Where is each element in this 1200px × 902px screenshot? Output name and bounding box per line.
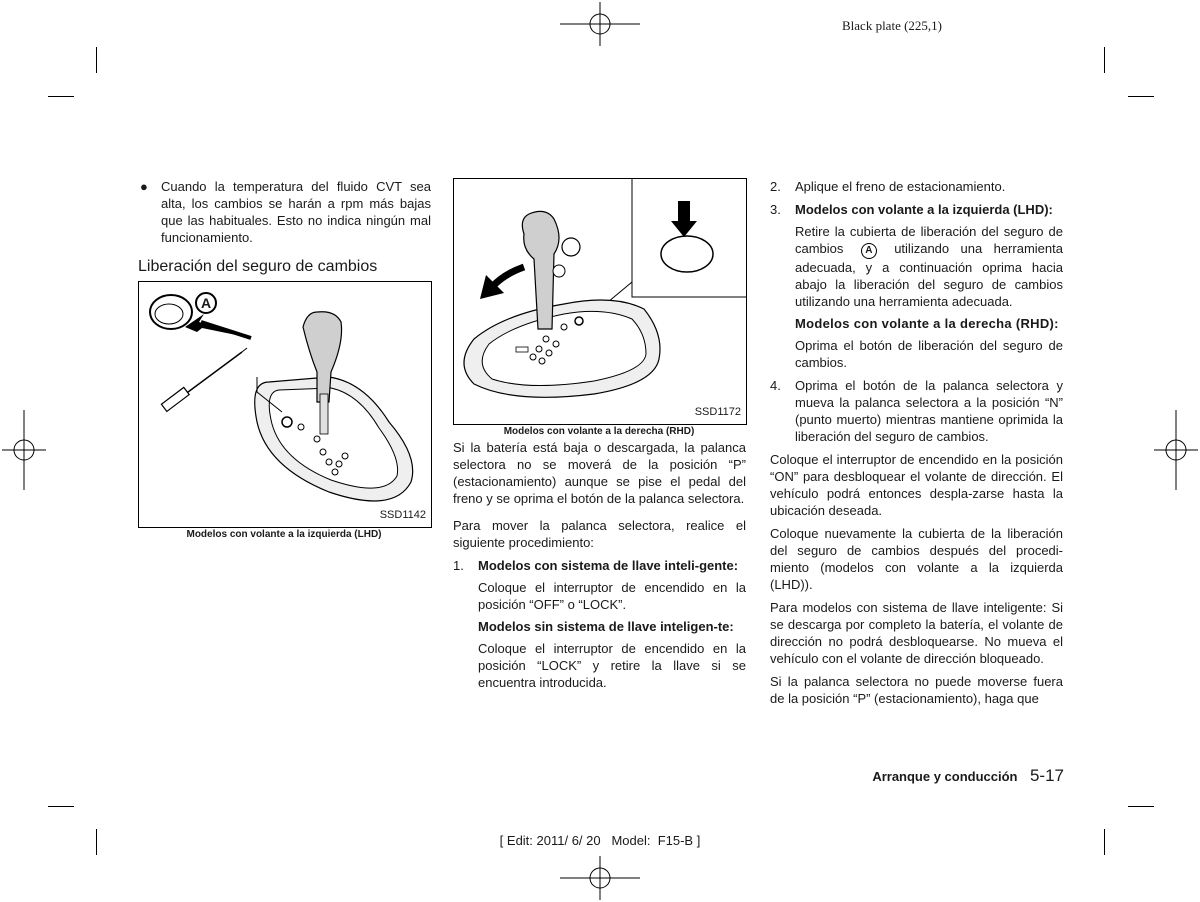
page-number: 5-17: [1029, 766, 1064, 785]
figure-code: SSD1142: [379, 509, 426, 521]
figure-caption-lhd: Modelos con volante a la izquierda (LHD): [186, 529, 382, 540]
step-3-number: 3.: [770, 202, 781, 217]
right-column: [770, 178, 1063, 713]
step-4-number: 4.: [770, 378, 781, 393]
section-heading: Liberación del seguro de cambios: [138, 258, 378, 275]
figure-code-rhd: SSD1172: [694, 406, 741, 418]
step-1b-title: Modelos sin sistema de llave inteligen-te:: [478, 619, 734, 634]
procedure-intro: Para mover la palanca selectora, realice el siguiente procedimiento:: [453, 518, 746, 550]
intelligent-key-paragraph: Para modelos con sistema de llave inteligente: Si se descarga por completo la batería, el volante de dirección no podrá desbloquearse. No mueva el vehículo con el volante de dirección bloqueado.: [770, 600, 1063, 666]
middle-column-text: [453, 439, 746, 697]
step-3-text-b: utilizando una herramienta adecuada, y a continuación oprima hacia abajo la liberación del seguro de cambios utilizando una herramienta adecuada.: [795, 241, 1063, 309]
edit-line: [ Edit: 2011/ 6/ 20 Model: F15-B ]: [499, 833, 701, 848]
figure-lhd: [138, 281, 432, 528]
lever-stuck-paragraph: Si la palanca selectora no puede moverse fuera de la posición “P” (estacionamiento), haga que: [770, 674, 1063, 706]
step-3-text-a: Retire la cubierta de liberación del seguro de cambios: [795, 224, 1063, 256]
registration-mark-top: [560, 2, 640, 46]
ignition-on-paragraph: Coloque el interruptor de encendido en la posición “ON” para desbloquear el volante de dirección. El vehículo podrá entonces despla-zarse hasta la ubicación deseada.: [770, 452, 1063, 518]
step-3: [770, 201, 1063, 371]
registration-mark-bottom: [560, 856, 640, 900]
registration-mark-right: [1154, 410, 1198, 490]
step-3-text: [795, 223, 1063, 310]
registration-mark-left: [2, 410, 46, 490]
section-name: Arranque y conducción: [872, 769, 1018, 784]
bullet-item: [138, 178, 431, 246]
callout-a-badge: A: [195, 292, 217, 314]
step-2-text: Aplique el freno de estacionamiento.: [795, 179, 1006, 194]
bullet-icon: ●: [140, 179, 148, 194]
step-1b-text: Coloque el interruptor de encendido en la posición “LOCK” y retire la llave si se encuentra introducida.: [478, 641, 746, 690]
plate-label: Black plate (225,1): [842, 18, 942, 33]
reinstall-cover-paragraph: Coloque nuevamente la cubierta de la liberación del seguro de cambios después del procedi-miento (modelos con volante a la izquierda (LHD)).: [770, 526, 1063, 592]
battery-paragraph: Si la batería está baja o descargada, la palanca selectora no se moverá de la posición “P” (estacionamiento) aunque se pise el pedal del freno y se oprima el botón de la palanca selectora.: [453, 440, 746, 506]
bullet-text: Cuando la temperatura del fluido CVT sea alta, los cambios se harán a rpm más bajas que las habituales. Esto no indica ningún mal funcionamiento.: [161, 179, 431, 245]
step-4: [770, 377, 1063, 445]
section-footer: [826, 766, 1064, 786]
figure-caption-rhd: Modelos con volante a la derecha (RHD): [503, 426, 695, 437]
shift-lever-illustration-rhd: [454, 179, 746, 424]
step-1-number: 1.: [453, 558, 464, 573]
step-3b-text: Oprima el botón de liberación del seguro de cambios.: [795, 338, 1063, 370]
step-1-title: Modelos con sistema de llave inteli-gente:: [478, 558, 739, 573]
left-column: [138, 178, 431, 277]
step-1-text: Coloque el interruptor de encendido en la posición “OFF” o “LOCK”.: [478, 580, 746, 612]
step-4-text: Oprima el botón de la palanca selectora y mueva la palanca selectora a la posición “N” (punto muerto) mientras mantiene oprimida la liberación del seguro de cambios.: [795, 378, 1063, 444]
callout-a-inline: A: [861, 243, 877, 259]
step-2-number: 2.: [770, 179, 781, 194]
step-3-title: Modelos con volante a la izquierda (LHD):: [795, 202, 1053, 217]
figure-rhd: [453, 178, 747, 425]
step-2: [770, 178, 1063, 195]
shift-lever-illustration: [139, 282, 431, 527]
step-1: [453, 557, 746, 691]
step-3b-title: Modelos con volante a la derecha (RHD):: [795, 316, 1059, 331]
